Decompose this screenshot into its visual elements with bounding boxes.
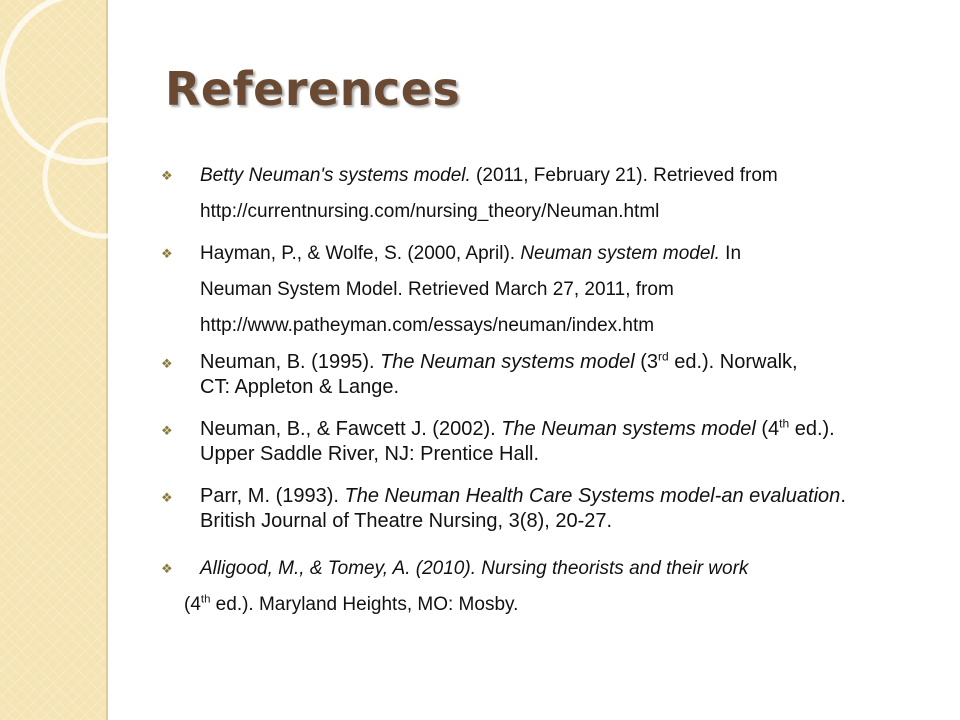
diamond-bullet-icon: ❖: [161, 246, 173, 261]
reference-item: ❖ Neuman, B. (1995). The Neuman systems model (3rd ed.). Norwalk, CT: Appleton & Lange.: [161, 349, 798, 398]
reference-item: ❖ Hayman, P., & Wolfe, S. (2000, April). Neuman system model. In Neuman System Model. Retrieved March 27, 2011, from http://www.patheyman.com/essays/neuman/index.htm: [158, 236, 948, 344]
diamond-bullet-icon: ❖: [161, 423, 173, 438]
reference-continuation: (4th ed.). Maryland Heights, MO: Mosby.: [184, 593, 519, 615]
slide-title: References: [165, 62, 461, 116]
reference-item: ❖ Parr, M. (1993). The Neuman Health Care Systems model-an evaluation. British Journal of Theatre Nursing, 3(8), 20-27.: [161, 485, 846, 532]
diamond-bullet-icon: ❖: [161, 490, 173, 505]
diamond-bullet-icon: ❖: [161, 168, 173, 183]
diamond-bullet-icon: ❖: [161, 561, 173, 576]
reference-item: ❖ Betty Neuman's systems model. (2011, February 21). Retrieved from http://currentnursing.com/nursing_theory/Neuman.html: [158, 158, 948, 230]
reference-item: ❖ Alligood, M., & Tomey, A. (2010). Nursing theorists and their work (4th ed.). Maryland Heights, MO: Mosby.: [158, 551, 948, 623]
diamond-bullet-icon: ❖: [161, 356, 173, 371]
reference-list: [158, 158, 948, 633]
reference-item: ❖ Neuman, B., & Fawcett J. (2002). The Neuman systems model (4th ed.). Upper Saddle River, NJ: Prentice Hall.: [161, 416, 835, 465]
